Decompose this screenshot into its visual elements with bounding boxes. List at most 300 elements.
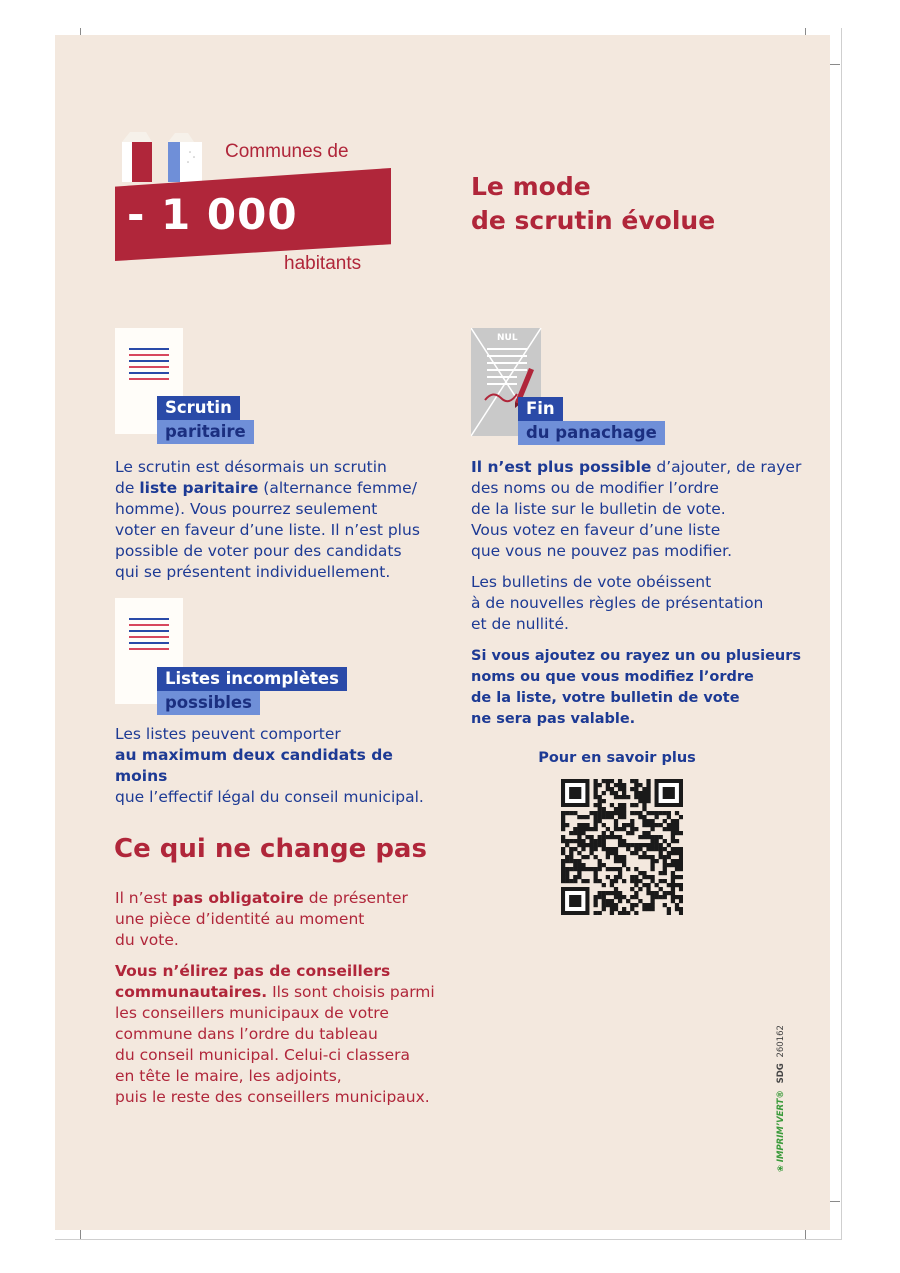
qr-module [663, 871, 667, 875]
text-line: les conseillers municipaux de votre [115, 1004, 389, 1022]
qr-module [626, 847, 630, 851]
qr-module [634, 911, 638, 915]
qr-module [650, 891, 654, 895]
qr-module [675, 819, 679, 823]
qr-module [659, 851, 663, 855]
qr-module [581, 815, 585, 819]
qr-module [642, 823, 646, 827]
qr-module [614, 835, 618, 839]
qr-module [634, 851, 638, 855]
qr-module [573, 839, 577, 843]
qr-module [679, 863, 683, 867]
imprim-vert-text: IMPRIM’VERT® [776, 1090, 786, 1163]
qr-module [659, 847, 663, 851]
qr-module [679, 859, 683, 863]
text-line: de la liste sur le bulletin de vote. [471, 500, 726, 518]
qr-module [622, 807, 626, 811]
qr-module [650, 879, 654, 883]
qr-module [614, 811, 618, 815]
qr-module [671, 883, 675, 887]
qr-module [663, 891, 667, 895]
qr-module [569, 867, 573, 871]
qr-module [606, 899, 610, 903]
text-line: puis le reste des conseillers municipaux. [115, 1088, 430, 1106]
qr-module [594, 787, 598, 791]
qr-module [655, 895, 659, 899]
qr-module [659, 895, 663, 899]
qr-module [634, 803, 638, 807]
qr-module [650, 907, 654, 911]
qr-module [646, 795, 650, 799]
qr-module [630, 831, 634, 835]
qr-module [581, 831, 585, 835]
qr-module [565, 871, 569, 875]
qr-module [671, 891, 675, 895]
qr-module [585, 815, 589, 819]
qr-module [614, 891, 618, 895]
qr-module [561, 827, 565, 831]
qr-module [675, 903, 679, 907]
qr-module [594, 827, 598, 831]
qr-module [679, 887, 683, 891]
qr-module [638, 855, 642, 859]
qr-module [663, 847, 667, 851]
qr-module [671, 839, 675, 843]
qr-module [614, 895, 618, 899]
qr-module [614, 907, 618, 911]
qr-module [614, 867, 618, 871]
qr-module [614, 875, 618, 879]
qr-module [573, 859, 577, 863]
qr-module [594, 779, 598, 783]
qr-module [565, 855, 569, 859]
qr-module [618, 827, 622, 831]
qr-module [610, 911, 614, 915]
text-line: Le scrutin est désormais un scrutin [115, 458, 387, 476]
qr-module [650, 899, 654, 903]
qr-module [626, 843, 630, 847]
qr-module [610, 779, 614, 783]
page-title [471, 170, 715, 238]
listes-incompletes-tag [157, 667, 347, 715]
qr-module [679, 815, 683, 819]
qr-module [663, 903, 667, 907]
qr-module [671, 835, 675, 839]
qr-module [650, 839, 654, 843]
communes-de-label: Communes de [225, 141, 349, 162]
qr-module [618, 815, 622, 819]
qr-module [667, 883, 671, 887]
qr-module [569, 851, 573, 855]
qr-module [594, 875, 598, 879]
qr-module [642, 835, 646, 839]
qr-module [659, 843, 663, 847]
qr-module [622, 795, 626, 799]
qr-module [598, 911, 602, 915]
qr-module [679, 851, 683, 855]
fin-panachage-text [471, 457, 811, 730]
qr-module [667, 851, 671, 855]
qr-module [671, 851, 675, 855]
qr-module [561, 847, 565, 851]
qr-module [618, 899, 622, 903]
qr-module [577, 815, 581, 819]
qr-module [630, 887, 634, 891]
qr-module [655, 815, 659, 819]
qr-module [675, 831, 679, 835]
qr-module [622, 827, 626, 831]
qr-module [655, 891, 659, 895]
qr-module [602, 899, 606, 903]
qr-module [589, 839, 593, 843]
qr-module [667, 863, 671, 867]
qr-module [659, 871, 663, 875]
qr-module [622, 855, 626, 859]
page-title-line: Le mode [471, 172, 591, 201]
qr-module [610, 831, 614, 835]
qr-module [671, 863, 675, 867]
qr-module [585, 835, 589, 839]
qr-module [598, 867, 602, 871]
qr-module [602, 903, 606, 907]
qr-module [594, 911, 598, 915]
qr-module [642, 903, 646, 907]
qr-module [561, 819, 565, 823]
qr-module [610, 811, 614, 815]
qr-module [646, 907, 650, 911]
qr-module [598, 843, 602, 847]
qr-module [602, 863, 606, 867]
qr-module [577, 823, 581, 827]
qr-module [573, 879, 577, 883]
qr-module [610, 803, 614, 807]
qr-module [602, 907, 606, 911]
sdg-text: SDG [776, 1063, 786, 1084]
qr-module [589, 867, 593, 871]
qr-module [618, 779, 622, 783]
qr-module [659, 835, 663, 839]
qr-module [667, 907, 671, 911]
qr-module [659, 887, 663, 891]
text-line: Il n’est plus possible d’ajouter, de rayer [471, 458, 802, 476]
qr-module [598, 839, 602, 843]
qr-module [667, 815, 671, 819]
qr-module [598, 863, 602, 867]
qr-module [565, 811, 569, 815]
qr-module [638, 795, 642, 799]
qr-module [614, 879, 618, 883]
qr-module [594, 895, 598, 899]
qr-module [606, 811, 610, 815]
qr-module [569, 847, 573, 851]
qr-module [667, 911, 671, 915]
tag-line: du panachage [518, 421, 665, 445]
qr-module [577, 831, 581, 835]
qr-module [618, 835, 622, 839]
qr-module [561, 871, 565, 875]
page-title-line: de scrutin évolue [471, 206, 716, 235]
text-line: possible de voter pour des candidats [115, 542, 402, 560]
qr-module [610, 883, 614, 887]
qr-module [606, 835, 610, 839]
qr-module [602, 791, 606, 795]
scrutin-paritaire-text [115, 457, 445, 583]
text-line: communautaires. Ils sont choisis parmi [115, 983, 435, 1001]
qr-module [573, 827, 577, 831]
qr-module [598, 783, 602, 787]
qr-module [626, 831, 630, 835]
fin-panachage-tag [518, 397, 665, 445]
qr-module [561, 859, 565, 863]
qr-module [646, 887, 650, 891]
text-line: au maximum deux candidats de moins [115, 746, 393, 785]
leaf-icon: ❀ [776, 1164, 786, 1172]
page-edge [55, 1239, 842, 1240]
qr-module [638, 783, 642, 787]
text-line: voter en faveur d’une liste. Il n’est plus [115, 521, 420, 539]
qr-module [622, 811, 626, 815]
qr-module [589, 843, 593, 847]
qr-module [618, 875, 622, 879]
qr-module [589, 851, 593, 855]
qr-module [561, 875, 565, 879]
qr-module [671, 823, 675, 827]
qr-module [671, 847, 675, 851]
qr-module [561, 863, 565, 867]
qr-module [650, 903, 654, 907]
qr-module [626, 899, 630, 903]
qr-module [594, 871, 598, 875]
population-number: - 1 000 [127, 190, 298, 239]
qr-module [573, 847, 577, 851]
qr-module [594, 811, 598, 815]
text-line: ne sera pas valable. [471, 711, 636, 727]
qr-module [642, 807, 646, 811]
qr-module [577, 867, 581, 871]
qr-module [581, 863, 585, 867]
qr-module [585, 867, 589, 871]
qr-module [642, 907, 646, 911]
qr-module [634, 883, 638, 887]
qr-module [569, 839, 573, 843]
qr-module [606, 855, 610, 859]
text-line: qui se présentent individuellement. [115, 563, 391, 581]
qr-module [618, 839, 622, 843]
qr-module [650, 855, 654, 859]
qr-module [602, 831, 606, 835]
qr-module [634, 867, 638, 871]
qr-module [565, 879, 569, 883]
qr-module [675, 827, 679, 831]
qr-module [650, 811, 654, 815]
habitants-label: habitants [284, 253, 362, 274]
qr-module [630, 803, 634, 807]
qr-module [598, 795, 602, 799]
qr-module [618, 803, 622, 807]
qr-module [573, 875, 577, 879]
text-line: Vous n’élirez pas de conseillers [115, 962, 391, 980]
qr-module [569, 855, 573, 859]
qr-module [581, 855, 585, 859]
qr-module [634, 903, 638, 907]
qr-module [671, 859, 675, 863]
qr-module [581, 823, 585, 827]
qr-module [646, 787, 650, 791]
qr-module [565, 823, 569, 827]
qr-module [618, 867, 622, 871]
qr-module [598, 859, 602, 863]
qr-module [581, 867, 585, 871]
qr-module [573, 831, 577, 835]
qr-module [622, 843, 626, 847]
qr-module [675, 859, 679, 863]
text-line: Il n’est pas obligatoire de présenter [115, 889, 408, 907]
nul-label: NUL [497, 333, 518, 343]
qr-module [679, 867, 683, 871]
qr-module [667, 823, 671, 827]
qr-module [610, 847, 614, 851]
qr-module [618, 807, 622, 811]
qr-module [565, 859, 569, 863]
imprim-vert-label [776, 1025, 786, 1172]
qr-module [602, 835, 606, 839]
qr-module [634, 791, 638, 795]
qr-module [598, 815, 602, 819]
qr-module [638, 899, 642, 903]
code-text: 260162 [776, 1025, 786, 1058]
qr-module [598, 803, 602, 807]
qr-module [642, 843, 646, 847]
qr-module [606, 779, 610, 783]
qr-module [618, 843, 622, 847]
qr-module [646, 835, 650, 839]
qr-module [606, 827, 610, 831]
qr-module [622, 803, 626, 807]
qr-module [594, 803, 598, 807]
qr-module [650, 847, 654, 851]
qr-module [614, 823, 618, 827]
text-line: noms ou que vous modifiez l’ordre [471, 669, 754, 685]
qr-module [650, 819, 654, 823]
qr-module [663, 895, 667, 899]
tag-line: possibles [157, 691, 260, 715]
qr-module [638, 887, 642, 891]
qr-module [594, 791, 598, 795]
qr-module [642, 871, 646, 875]
qr-module [614, 847, 618, 851]
qr-module [630, 787, 634, 791]
qr-module [610, 903, 614, 907]
text-line: des noms ou de modifier l’ordre [471, 479, 719, 497]
qr-module [622, 859, 626, 863]
unchanged-text [115, 888, 445, 1108]
qr-module [594, 839, 598, 843]
qr-module [622, 879, 626, 883]
qr-module [577, 875, 581, 879]
qr-module [622, 823, 626, 827]
qr-module [667, 827, 671, 831]
qr-module [622, 895, 626, 899]
qr-module [642, 799, 646, 803]
qr-module [594, 879, 598, 883]
qr-module [638, 835, 642, 839]
qr-module [638, 791, 642, 795]
qr-module [622, 791, 626, 795]
qr-module [679, 911, 683, 915]
qr-module [610, 787, 614, 791]
qr-module [663, 839, 667, 843]
qr-module [594, 847, 598, 851]
qr-module [594, 783, 598, 787]
qr-module [565, 867, 569, 871]
qr-module [675, 811, 679, 815]
qr-module [618, 891, 622, 895]
qr-module [581, 879, 585, 883]
qr-module [642, 831, 646, 835]
text-line: à de nouvelles règles de présentation [471, 594, 764, 612]
qr-module [638, 811, 642, 815]
qr-module [679, 875, 683, 879]
qr-module [573, 811, 577, 815]
qr-module [614, 827, 618, 831]
qr-module [610, 851, 614, 855]
qr-module [602, 883, 606, 887]
qr-module [646, 855, 650, 859]
qr-module [602, 811, 606, 815]
qr-module [650, 835, 654, 839]
qr-module [606, 851, 610, 855]
qr-module [630, 907, 634, 911]
qr-module [646, 831, 650, 835]
qr-module [606, 847, 610, 851]
qr-module [634, 879, 638, 883]
qr-module [569, 831, 573, 835]
qr-module [561, 879, 565, 883]
qr-module [655, 843, 659, 847]
tag-line: Fin [518, 397, 563, 421]
qr-code[interactable] [561, 779, 683, 915]
qr-module [602, 807, 606, 811]
qr-module [655, 883, 659, 887]
qr-module [581, 847, 585, 851]
qr-module [679, 895, 683, 899]
qr-module [594, 815, 598, 819]
qr-module [655, 811, 659, 815]
qr-module [598, 799, 602, 803]
qr-module [650, 867, 654, 871]
qr-module [614, 859, 618, 863]
qr-module [610, 899, 614, 903]
text-line: une pièce d’identité au moment [115, 910, 365, 928]
text-line: et de nullité. [471, 615, 569, 633]
qr-module [594, 819, 598, 823]
qr-module [646, 847, 650, 851]
qr-module [622, 863, 626, 867]
qr-module [565, 875, 569, 879]
qr-module [642, 883, 646, 887]
qr-module [675, 867, 679, 871]
qr-module [646, 883, 650, 887]
listes-incompletes-text [115, 724, 445, 808]
qr-module [606, 783, 610, 787]
qr-module [630, 903, 634, 907]
qr-module [561, 811, 565, 815]
qr-module [585, 843, 589, 847]
qr-module [618, 855, 622, 859]
text-line: en tête le maire, les adjoints, [115, 1067, 342, 1085]
qr-module [577, 843, 581, 847]
text-line: de liste paritaire (alternance femme/ [115, 479, 417, 497]
